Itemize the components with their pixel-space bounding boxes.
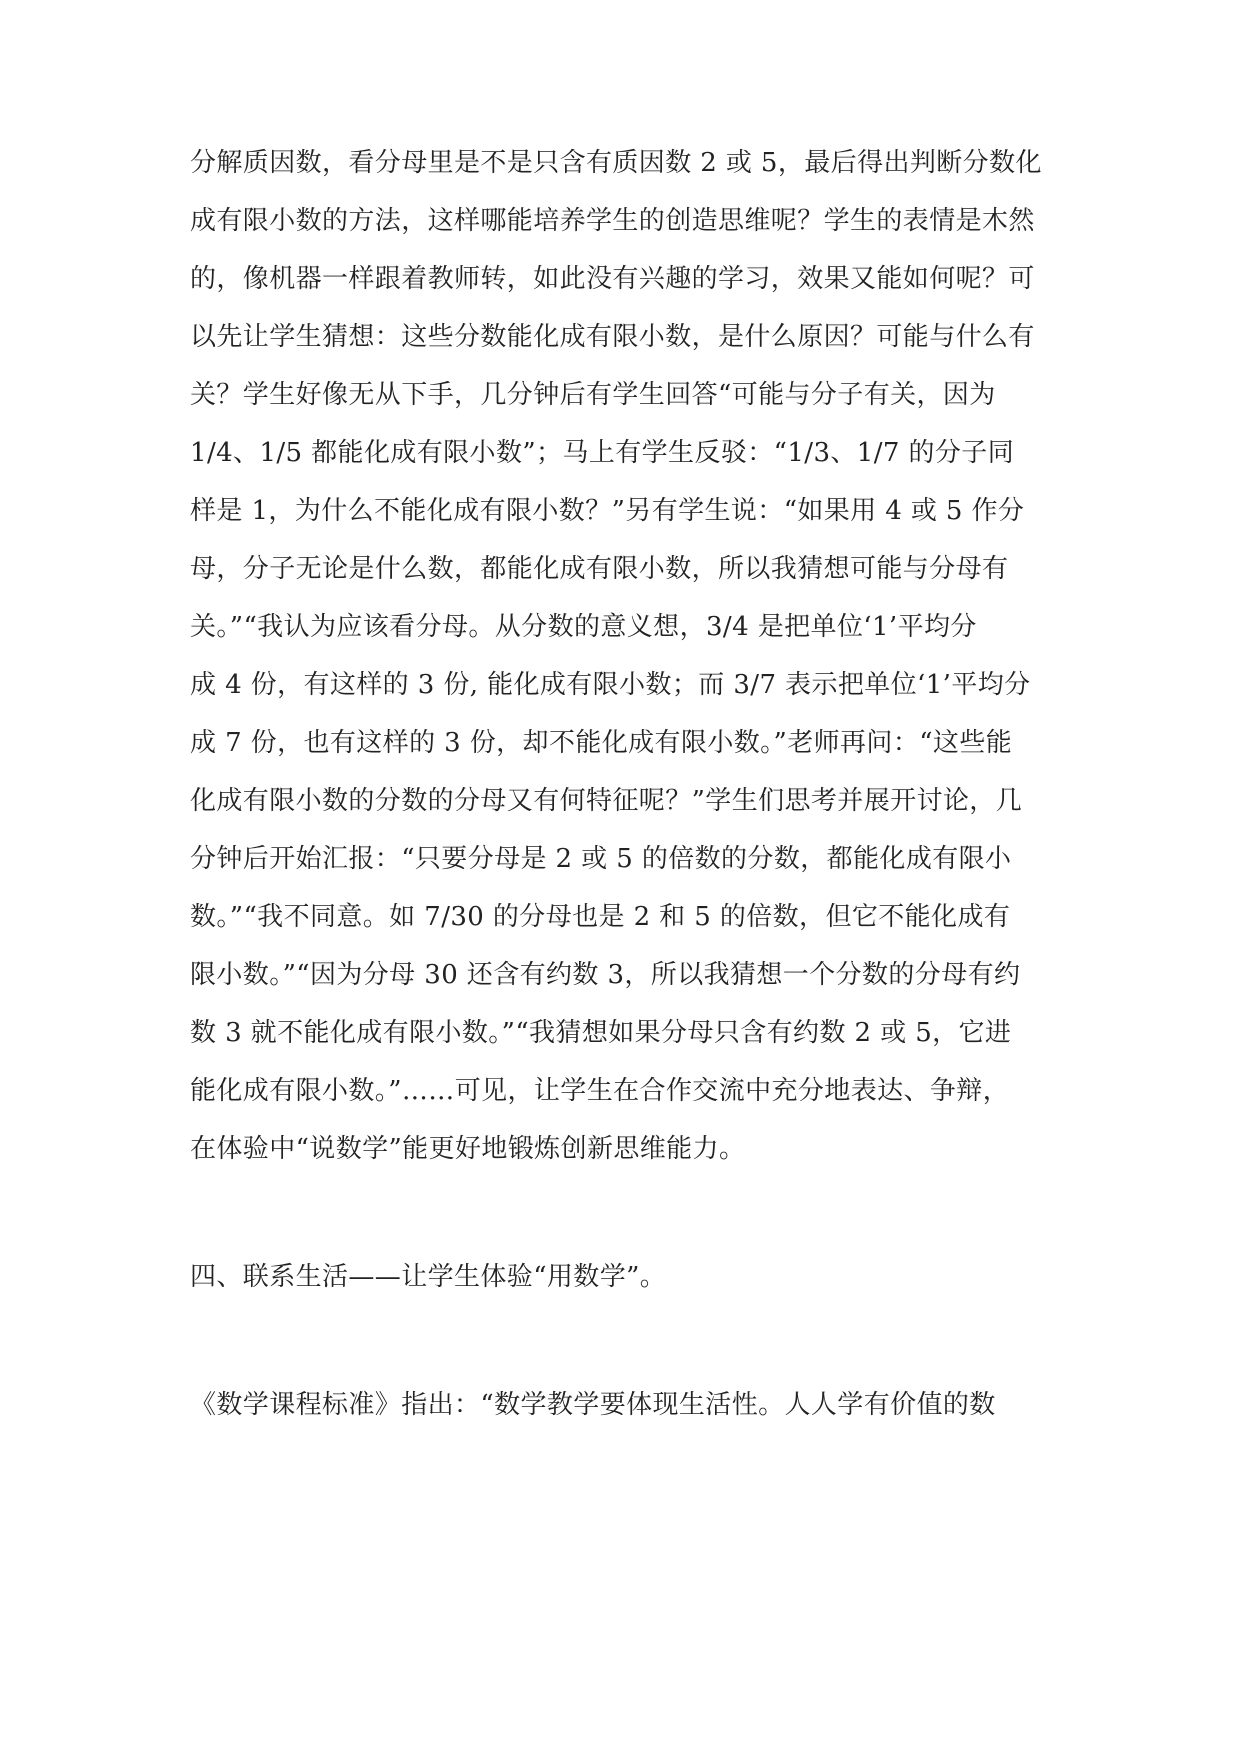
text-line: 分钟后开始汇报：“只要分母是 2 或 5 的倍数的分数，都能化成有限小	[190, 844, 1012, 874]
text-line: 的，像机器一样跟着教师转，如此没有兴趣的学习，效果又能如何呢？可	[190, 264, 1035, 294]
text-line: 成 4 份，有这样的 3 份, 能化成有限小数；而 3/7 表示把单位‘1’平均分	[190, 670, 1031, 700]
text-line: 关？学生好像无从下手，几分钟后有学生回答“可能与分子有关，因为	[190, 380, 996, 410]
text-line: 数。”“我不同意。如 7/30 的分母也是 2 和 5 的倍数，但它不能化成有	[190, 902, 1011, 932]
text-line: 以先让学生猜想：这些分数能化成有限小数，是什么原因？可能与什么有	[190, 322, 1035, 352]
text-line: 样是 1，为什么不能化成有限小数？”另有学生说：“如果用 4 或 5 作分	[190, 496, 1025, 526]
text-line: 《数学课程标准》指出：“数学教学要体现生活性。人人学有价值的数	[190, 1390, 996, 1420]
text-line: 分解质因数，看分母里是不是只含有质因数 2 或 5，最后得出判断分数化	[190, 148, 1042, 178]
text-line: 成 7 份，也有这样的 3 份，却不能化成有限小数。”老师再问：“这些能	[190, 728, 1013, 758]
text-line: 关。”“我认为应该看分母。从分数的意义想，3/4 是把单位‘1’平均分	[190, 612, 977, 642]
text-line: 限小数。”“因为分母 30 还含有约数 3，所以我猜想一个分数的分母有约	[190, 960, 1021, 990]
text-line: 化成有限小数的分数的分母又有何特征呢？”学生们思考并展开讨论，几	[190, 786, 1023, 816]
text-line: 1/4、1/5 都能化成有限小数”；马上有学生反驳：“1/3、1/7 的分子同	[190, 438, 1015, 468]
text-line: 数 3 就不能化成有限小数。”“我猜想如果分母只含有约数 2 或 5，它进	[190, 1018, 1012, 1048]
section-heading: 四、联系生活——让学生体验“用数学”。	[190, 1262, 667, 1292]
text-line: 能化成有限小数。”……可见，让学生在合作交流中充分地表达、争辩，	[190, 1076, 1010, 1106]
text-line: 母，分子无论是什么数，都能化成有限小数，所以我猜想可能与分母有	[190, 554, 1009, 584]
text-line: 在体验中“说数学”能更好地锻炼创新思维能力。	[190, 1134, 746, 1164]
text-line: 成有限小数的方法，这样哪能培养学生的创造思维呢？学生的表情是木然	[190, 206, 1035, 236]
